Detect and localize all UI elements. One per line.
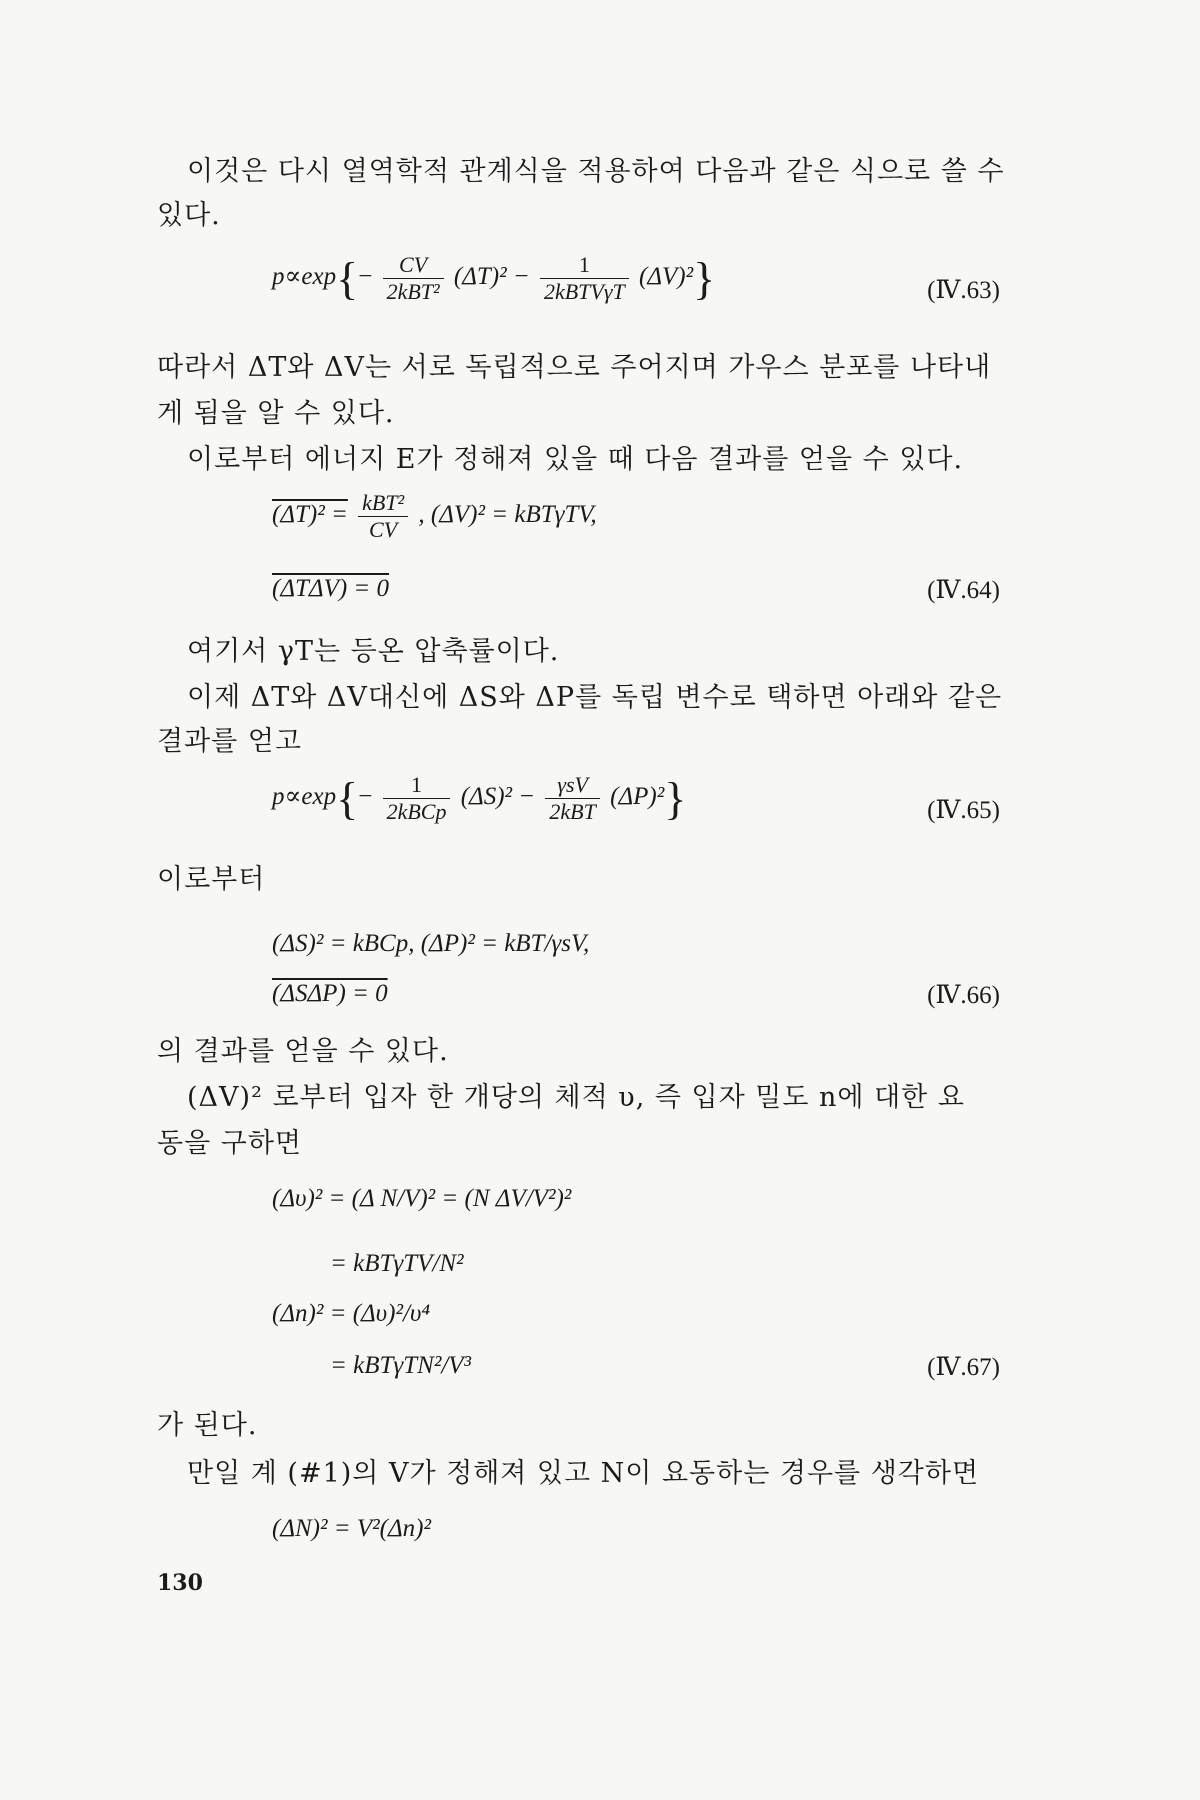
eq-term: , (ΔV)² = kBTγTV, [418, 501, 597, 529]
eq-term: (ΔS)² = kBCp, (ΔP)² = kBT/γsV, [272, 930, 590, 957]
paragraph-line: 동을 구하면 [157, 1128, 302, 1159]
eq-term: (ΔP)² [610, 783, 665, 811]
fraction [358, 490, 408, 543]
eq-term: (ΔSΔP) = 0 [272, 980, 388, 1007]
eq-term: p∝exp [272, 783, 337, 811]
equation-number: (Ⅳ.67) [927, 1354, 1000, 1381]
equation-number: (Ⅳ.66) [927, 982, 1000, 1009]
eq-term: = kBTγTV/N² [330, 1250, 464, 1277]
eq-term: (ΔS)² − [460, 783, 536, 811]
numerator: kBT² [358, 490, 408, 517]
equation-number: (Ⅳ.64) [927, 577, 1000, 604]
denominator: 2kBCp [386, 799, 447, 824]
equation-iv64-line1 [272, 490, 597, 543]
denominator: 2kBT [549, 799, 596, 824]
numerator: γsV [545, 772, 599, 799]
eq-term: (Δn)² = (Δυ)²/υ⁴ [272, 1300, 431, 1327]
equation-iv66-line1 [272, 930, 589, 958]
numerator: CV [383, 252, 444, 279]
paragraph-line: 있다. [157, 200, 221, 231]
paragraph-line: 이제 ΔT와 ΔV대신에 ΔS와 ΔP를 독립 변수로 택하면 아래와 같은 [187, 682, 1003, 713]
equation-fluctuation-n [272, 1515, 431, 1543]
eq-term: (ΔT)² − [453, 263, 530, 291]
numerator: 1 [540, 252, 629, 279]
equation-iv63: p∝exp{− $\frac{CV}{\text{2kBT²}}$ (ΔT)² − $\frac{1}{\text{2kBTVγT}}$ (ΔV)²} [272, 252, 716, 304]
page-number: 130 [157, 1570, 203, 1596]
denominator: 2kBTVγT [543, 279, 625, 304]
equation-iv65: p∝exp{− $\frac{1}{\text{2kBCp}}$ (ΔS)² − $\frac{\text{γsV}}{\text{2kBT}}$ (ΔP)²} [272, 772, 687, 824]
eq-term: (ΔV)² [639, 263, 694, 291]
equation-number: (Ⅳ.63) [927, 277, 1000, 304]
eq-term: = kBTγTN²/V³ [330, 1352, 472, 1379]
paragraph-line: 게 됨을 알 수 있다. [157, 398, 395, 429]
equation-iv64-line2 [272, 575, 389, 603]
paragraph-line: 이로부터 에너지 E가 정해져 있을 때 다음 결과를 얻을 수 있다. [187, 444, 964, 475]
paragraph-line: 만일 계 (#1)의 V가 정해져 있고 N이 요동하는 경우를 생각하면 [187, 1458, 980, 1489]
fraction [383, 252, 444, 305]
equation-iv67-line1 [272, 1185, 571, 1213]
equation-iv67-line4 [330, 1352, 471, 1380]
paragraph-line: 이것은 다시 열역학적 관계식을 적용하여 다음과 같은 식으로 쓸 수 [187, 156, 1005, 187]
eq-term: (ΔN)² = V²(Δn)² [272, 1515, 431, 1542]
denominator: CV [369, 517, 398, 542]
numerator: 1 [383, 772, 451, 799]
equation-iv66-line2 [272, 980, 388, 1008]
eq-term: (ΔT)² = [272, 501, 348, 529]
eq-term: (ΔTΔV) = 0 [272, 575, 390, 602]
paragraph-line: 따라서 ΔT와 ΔV는 서로 독립적으로 주어지며 가우스 분포를 나타내 [157, 352, 992, 383]
paragraph-line: 이로부터 [157, 864, 266, 895]
fraction [540, 252, 629, 305]
fraction [545, 772, 599, 825]
fraction [383, 772, 451, 825]
equation-iv67-line2 [330, 1250, 464, 1278]
paragraph-line: 가 된다. [157, 1410, 258, 1441]
paragraph-line: 결과를 얻고 [157, 726, 302, 757]
paragraph-line: (ΔV)² 로부터 입자 한 개당의 체적 υ, 즉 입자 밀도 n에 대한 요 [187, 1082, 965, 1113]
equation-number: (Ⅳ.65) [927, 797, 1000, 824]
eq-term: (Δυ)² = (Δ N/V)² = (N ΔV/V²)² [272, 1185, 572, 1212]
denominator: 2kBT² [386, 279, 440, 304]
eq-term: p∝exp [272, 263, 337, 291]
equation-iv67-line3 [272, 1300, 430, 1328]
paragraph-line: 의 결과를 얻을 수 있다. [157, 1036, 449, 1067]
paragraph-line: 여기서 γT는 등온 압축률이다. [187, 636, 560, 667]
